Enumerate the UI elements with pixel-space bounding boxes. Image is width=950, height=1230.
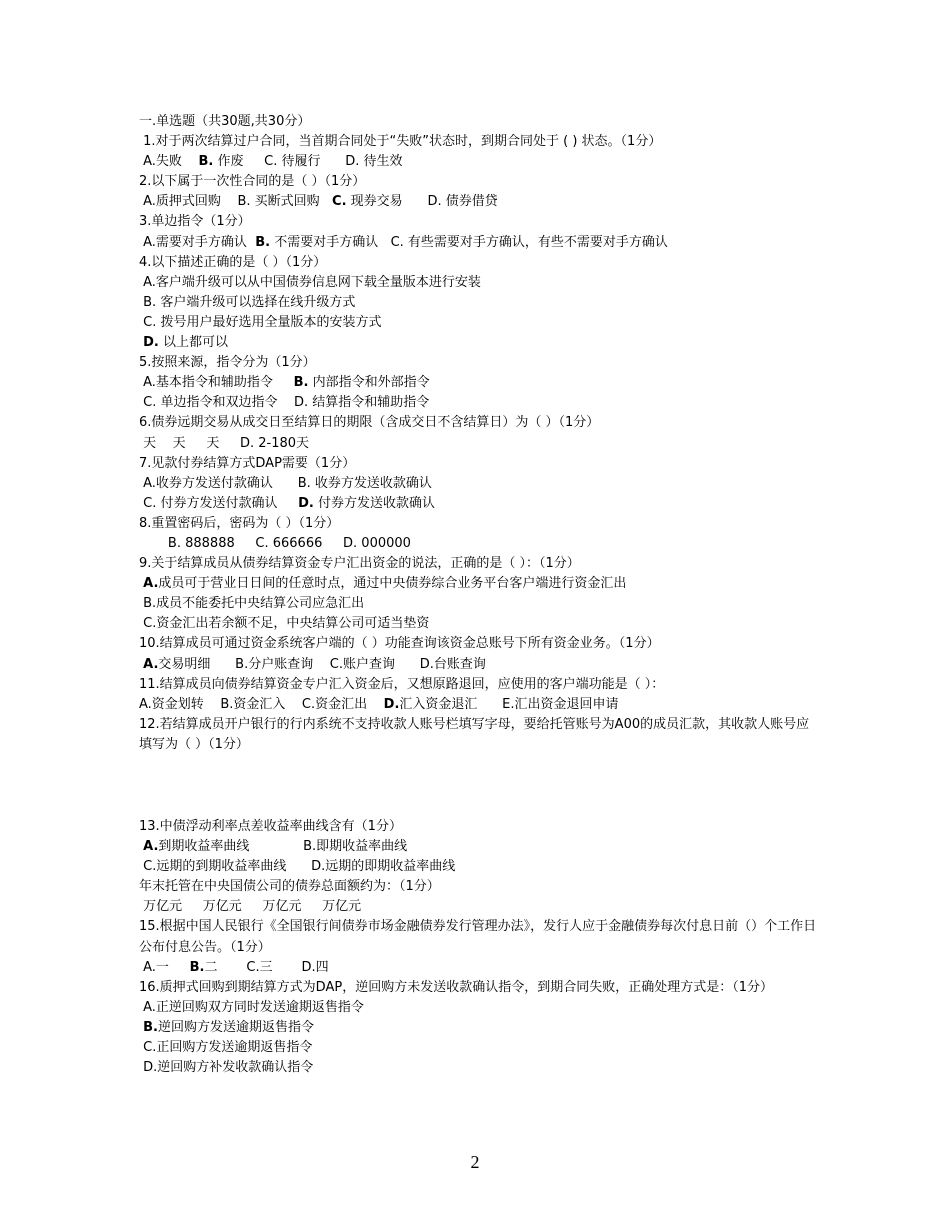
text-span: C.远期的到期收益率曲线 D.远期的即期收益率曲线 [139,859,456,875]
text-span: 以上都可以 [158,335,229,351]
text-span: 交易明细 B.分户账查询 C.账户查询 D.台账查询 [158,656,486,672]
text-span: 15.根据中国人民银行《全国银行间债券市场金融债券发行管理办法》，发行人应于金融债券每次付息日前（）个工作日公布付息公告。（1分） [139,919,817,955]
text-line [139,393,819,413]
question-list [139,132,819,1078]
text-line [139,554,819,574]
text-span: 现券交易 D. 债券借贷 [346,194,498,210]
text-line [139,857,819,877]
text-line [139,1038,819,1058]
text-line [139,837,819,857]
text-line [139,1018,819,1038]
text-line [139,172,819,192]
text-span: C. 单边指令和双边指令 D. 结算指令和辅助指令 [139,395,430,411]
text-line [139,212,819,232]
text-span: B. 888888 C. 666666 D. 000000 [139,535,411,551]
text-line [139,353,819,373]
text-span: D.逆回购方补发收款确认指令 [139,1060,314,1076]
text-span: 16.质押式回购到期结算方式为DAP，逆回购方未发送收款确认指令，到期合同失败，正确处理方式是：（1分） [139,979,773,995]
text-line [139,695,819,715]
text-span: 9.关于结算成员从债券结算资金专户汇出资金的说法，正确的是（ ）：（1分） [139,556,580,572]
text-span: A.客户端升级可以从中国债券信息网下载全量版本进行安装 [139,274,481,290]
document-body [139,112,819,1078]
text-span: 8.重置密码后，密码为（ ）（1分） [139,515,340,531]
answer-marker: C. [332,194,347,210]
answer-marker: B. [255,234,271,250]
text-span: 2.以下属于一次性合同的是（ ）（1分） [139,174,366,190]
text-line [139,514,819,534]
answer-marker: B. [143,1019,158,1035]
text-line [139,978,819,998]
text-span: 作废 C. 待履行 D. 待生效 [213,154,403,170]
text-line [139,958,819,978]
answer-marker: D. [143,335,159,351]
text-line [139,313,819,333]
text-span: 1.对于两次结算过户合同，当首期合同处于“失败”状态时，到期合同处于 ( ) 状态。（1分） [139,134,662,150]
text-span: A.资金划转 B.资金汇入 C.资金汇出 [139,696,384,712]
text-span: B. 客户端升级可以选择在线升级方式 [139,294,356,310]
text-line [139,413,819,433]
text-span: A.正逆回购双方同时发送逾期返售指令 [139,999,364,1015]
text-span: 5.按照来源，指令分为（1分） [139,355,316,371]
text-span: A.失败 [139,154,199,170]
answer-marker: B. [198,154,214,170]
text-line [139,917,819,957]
text-line [139,715,819,755]
text-line [139,594,819,614]
text-span: C. 拨号用户最好选用全量版本的安装方式 [139,314,382,330]
section-heading: 一.单选题（共30题,共30分） [139,114,311,129]
text-line [139,1058,819,1078]
answer-marker: D. [383,696,400,712]
text-line [139,675,819,695]
blank-space [139,755,819,817]
text-line [139,373,819,393]
text-span: 12.若结算成员开户银行的行内系统不支持收款人账号栏填写字母，要给托管账号为A00的成员汇款，其收款人账号应填写为（ ）（1分） [139,716,810,752]
text-line [139,614,819,634]
answer-marker: A. [143,656,159,672]
text-span: 11.结算成员向债券结算资金专户汇入资金后，又想原路退回，应使用的客户端功能是（ ）： [139,676,665,692]
text-line [139,454,819,474]
text-span: 不需要对手方确认 C. 有些需要对手方确认，有些不需要对手方确认 [270,234,668,250]
text-line [139,192,819,212]
text-line [139,877,819,897]
text-line [139,152,819,172]
text-line [139,273,819,293]
text-line [139,293,819,313]
text-span: 万亿元 万亿元 万亿元 万亿元 [139,899,362,915]
text-span: 内部指令和外部指令 [308,375,430,391]
text-span: 4.以下描述正确的是（ ）（1分） [139,254,327,270]
text-span: 年末托管在中央国债公司的债券总面额约为：（1分） [139,879,440,895]
text-span: 逆回购方发送逾期返售指令 [158,1019,315,1035]
answer-marker: B. [293,375,309,391]
text-line [139,253,819,273]
text-line [139,998,819,1018]
text-line [139,474,819,494]
text-span: B.成员不能委托中央结算公司应急汇出 [139,596,365,612]
text-span: 天 天 天 D. 2-180天 [139,435,310,451]
page-number: 2 [470,1152,480,1172]
text-span: 3.单边指令（1分） [139,214,251,230]
text-line [139,574,819,594]
answer-marker: B. [189,959,205,975]
answer-marker: A. [143,576,159,592]
text-line [139,634,819,654]
text-line [139,817,819,837]
text-span: A.一 [139,959,190,975]
answer-marker: D. [298,495,314,511]
text-span: C. 付券方发送付款确认 [139,495,299,511]
text-span: 成员可于营业日日间的任意时点，通过中央债券综合业务平台客户端进行资金汇出 [158,576,627,592]
text-span: 汇入资金退汇 E.汇出资金退回申请 [399,696,619,712]
text-span: A.收券方发送付款确认 B. 收券方发送收款确认 [139,475,432,491]
text-line [139,534,819,554]
text-span: A.基本指令和辅助指令 [139,375,294,391]
text-span: 13.中债浮动利率点差收益率曲线含有（1分） [139,819,402,834]
text-span: 二 C.三 D.四 [204,959,329,975]
text-line [139,233,819,253]
answer-marker: A. [143,839,159,855]
text-span: 付券方发送收款确认 [313,495,436,511]
text-line [139,434,819,454]
text-line [139,494,819,514]
text-line [139,333,819,353]
text-span: A.需要对手方确认 [139,234,256,250]
text-line [139,897,819,917]
text-line [139,132,819,152]
text-span: 到期收益率曲线 B.即期收益率曲线 [158,839,408,855]
text-line [139,655,819,675]
text-span: 6.债券远期交易从成交日至结算日的期限（含成交日不含结算日）为（ ）（1分） [139,415,600,431]
text-span: C.正回购方发送逾期返售指令 [139,1040,313,1056]
text-span: 10.结算成员可通过资金系统客户端的（ ）功能查询该资金总账号下所有资金业务。（1分） [139,636,660,652]
text-span: 7.见款付券结算方式DAP需要（1分） [139,455,356,471]
text-span: C.资金汇出若余额不足，中央结算公司可适当垫资 [139,616,430,632]
text-span: A.质押式回购 B. 买断式回购 [139,194,333,210]
